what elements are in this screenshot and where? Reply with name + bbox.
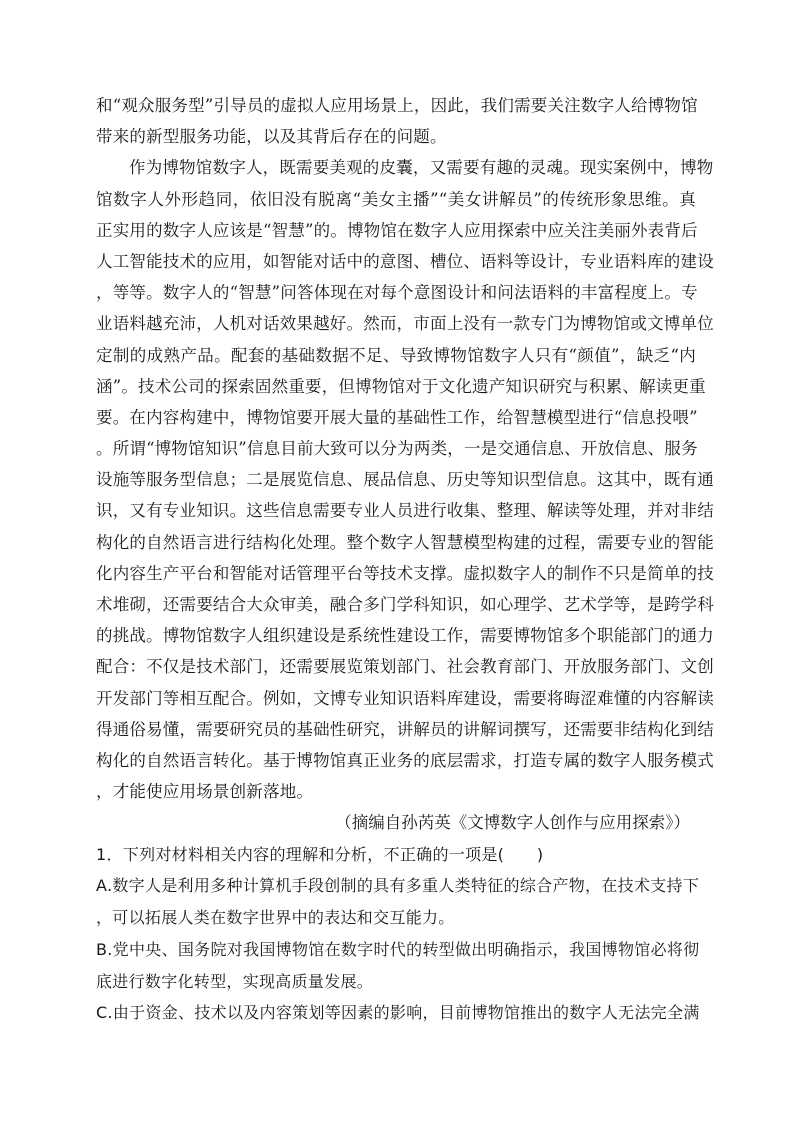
text-line: 构化的自然语言转化。基于博物馆真正业务的底层需求，打造专属的数字人服务模式: [96, 750, 714, 770]
text-line: 人工智能技术的应用，如智能对话中的意图、槽位、语料等设计，专业语料库的建设: [96, 251, 714, 271]
option-a-line: A.数字人是利用多种计算机手段创制的具有多重人类特征的综合产物，在技术支持下: [96, 876, 700, 896]
option-c-line: C.由于资金、技术以及内容策划等因素的影响，目前博物馆推出的数字人无法完全满: [96, 1003, 700, 1023]
text-line: 得通俗易懂，需要研究员的基础性研究，讲解员的讲解词撰写，还需要非结构化到结: [96, 719, 714, 739]
text-line: 馆数字人外形趋同，依旧没有脱离“美女主播”“美女讲解员”的传统形象思维。真: [96, 189, 696, 209]
text-line: 定制的成熟产品。配套的基础数据不足、导致博物馆数字人只有“颜值”，缺乏“内: [96, 345, 696, 365]
question-block: [96, 839, 700, 1030]
text-line: 作为博物馆数字人，既需要美观的皮囊，又需要有趣的灵魂。现实案例中，博物: [129, 158, 714, 178]
question-stem: 1．下列对材料相关内容的理解和分析，不正确的一项是( ): [96, 844, 544, 864]
text-line: 涵”。技术公司的探索固然重要，但博物馆对于文化遗产知识研究与积累、解读更重: [96, 376, 706, 396]
option-a: [96, 870, 700, 934]
text-line: ，才能使应用场景创新落地。: [96, 782, 314, 802]
passage-paragraph-2: [96, 152, 714, 807]
text-line: 开发部门等相互配合。例如，文博专业知识语料库建设，需要将晦涩难懂的内容解读: [96, 688, 714, 708]
option-a-line: ，可以拓展人类在数字世界中的表达和交互能力。: [96, 908, 455, 928]
text-line: 术堆砌，还需要结合大众审美，融合多门学科知识，如心理学、艺术学等，是跨学科: [96, 595, 714, 614]
text-line: 设施等服务型信息；二是展览信息、展品信息、历史等知识型信息。这其中，既有通: [96, 470, 714, 490]
text-line: 的挑战。博物馆数字人组织建设是系统性建设工作，需要博物馆多个职能部门的通力: [96, 626, 714, 646]
text-line: 识，又有专业知识。这些信息需要专业人员进行收集、整理、解读等处理，并对非结: [96, 501, 714, 521]
text-line: 业语料越充沛，人机对话效果越好。然而，市面上没有一款专门为博物馆或文博单位: [96, 314, 714, 334]
text-line: ，等等。数字人的“智慧”问答体现在对每个意图设计和问法语料的丰富程度上。专: [96, 283, 698, 303]
text-line: 带来的新型服务功能，以及其背后存在的问题。: [96, 127, 447, 147]
option-b-line: 底进行数字化转型，实现高质量发展。: [96, 971, 374, 991]
text-line: 要。在内容构建中，博物馆要开展大量的基础性工作，给智慧模型进行“信息投喂”: [96, 407, 698, 427]
text-line: 正实用的数字人应该是“智慧”的。博物馆在数字人应用探索中应关注美丽外表背后: [96, 220, 698, 240]
option-b-line: B.党中央、国务院对我国博物馆在数字时代的转型做出明确指示，我国博物馆必将彻: [96, 939, 700, 959]
option-c: [96, 997, 700, 1029]
passage-paragraph-1: [96, 90, 696, 152]
option-b: [96, 934, 700, 998]
document-page: [96, 90, 714, 1029]
text-line: 配合：不仅是技术部门，还需要展览策划部门、社会教育部门、开放服务部门、文创: [96, 657, 714, 677]
text-line: 。所谓“博物馆知识”信息目前大致可以分为两类，一是交通信息、开放信息、服务: [96, 439, 698, 459]
text-line: 化内容生产平台和智能对话管理平台等技术支撑。虚拟数字人的制作不只是简单的技: [96, 563, 714, 583]
passage-source-citation: （摘编自孙芮英《文博数字人创作与应用探索》）: [335, 813, 690, 833]
text-line: 和“观众服务型”引导员的虚拟人应用场景上，因此，我们需要关注数字人给博物馆: [96, 96, 698, 115]
text-line: 构化的自然语言进行结构化处理。整个数字人智慧模型构建的过程，需要专业的智能: [96, 532, 714, 552]
